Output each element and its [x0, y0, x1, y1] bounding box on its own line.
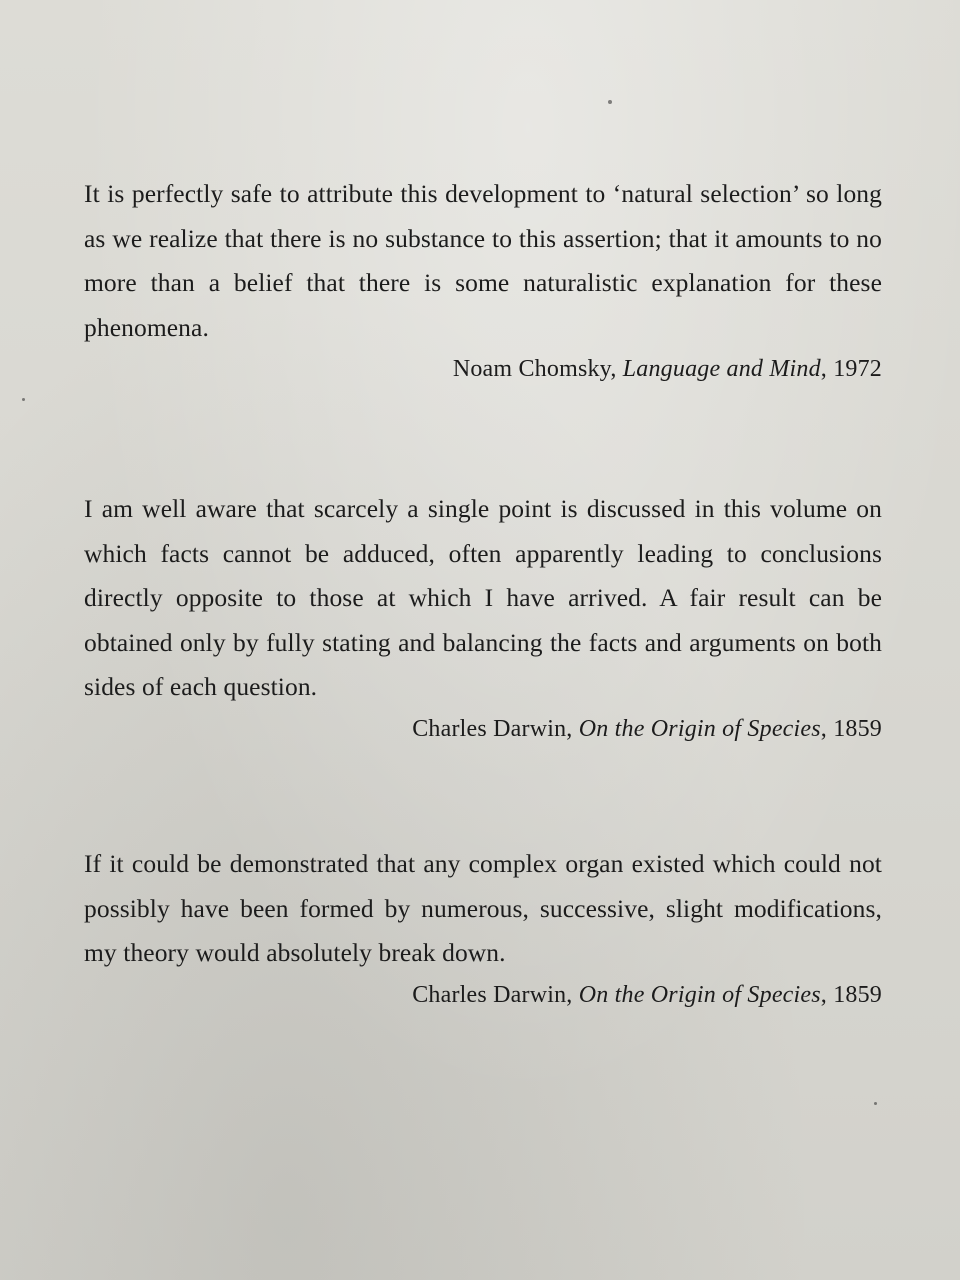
attribution-author: Charles Darwin,	[412, 715, 573, 742]
attribution-author: Charles Darwin,	[412, 981, 573, 1008]
attribution-year: , 1859	[820, 715, 882, 742]
attribution	[84, 712, 882, 746]
quote-text: I am well aware that scarcely a single point is discussed in this volume on which facts cannot be adduced, often apparently leading to conclusions directly opposite to those at which I have arrived. A fair result can be obtained only by fully stating and balancing the facts and arguments on both sides of each question.	[84, 494, 882, 701]
attribution	[84, 352, 882, 386]
quote-text: If it could be demonstrated that any complex organ existed which could not possibly have been formed by numerous, successive, slight modifications, my theory would absolutely break down.	[84, 849, 882, 967]
attribution-author: Noam Chomsky,	[452, 356, 617, 382]
paper-speck	[608, 100, 612, 104]
attribution-work: Language and Mind	[622, 356, 821, 382]
epigraph-chomsky	[84, 172, 882, 386]
attribution-year: , 1859	[820, 981, 882, 1008]
quote-text: It is perfectly safe to attribute this development to ‘natural selection’ so long as we realize that there is no substance to this assertion; that it amounts to no more than a belief that there is some naturalistic explanation for these phenomena.	[84, 179, 882, 342]
attribution	[84, 978, 882, 1012]
attribution-year: , 1972	[820, 356, 882, 382]
epigraph-darwin-1	[84, 487, 882, 746]
paper-speck	[22, 398, 25, 401]
attribution-work: On the Origin of Species	[578, 981, 821, 1008]
attribution-work: On the Origin of Species	[578, 715, 821, 742]
paper-speck	[874, 1102, 877, 1105]
epigraph-darwin-2	[84, 842, 882, 1012]
